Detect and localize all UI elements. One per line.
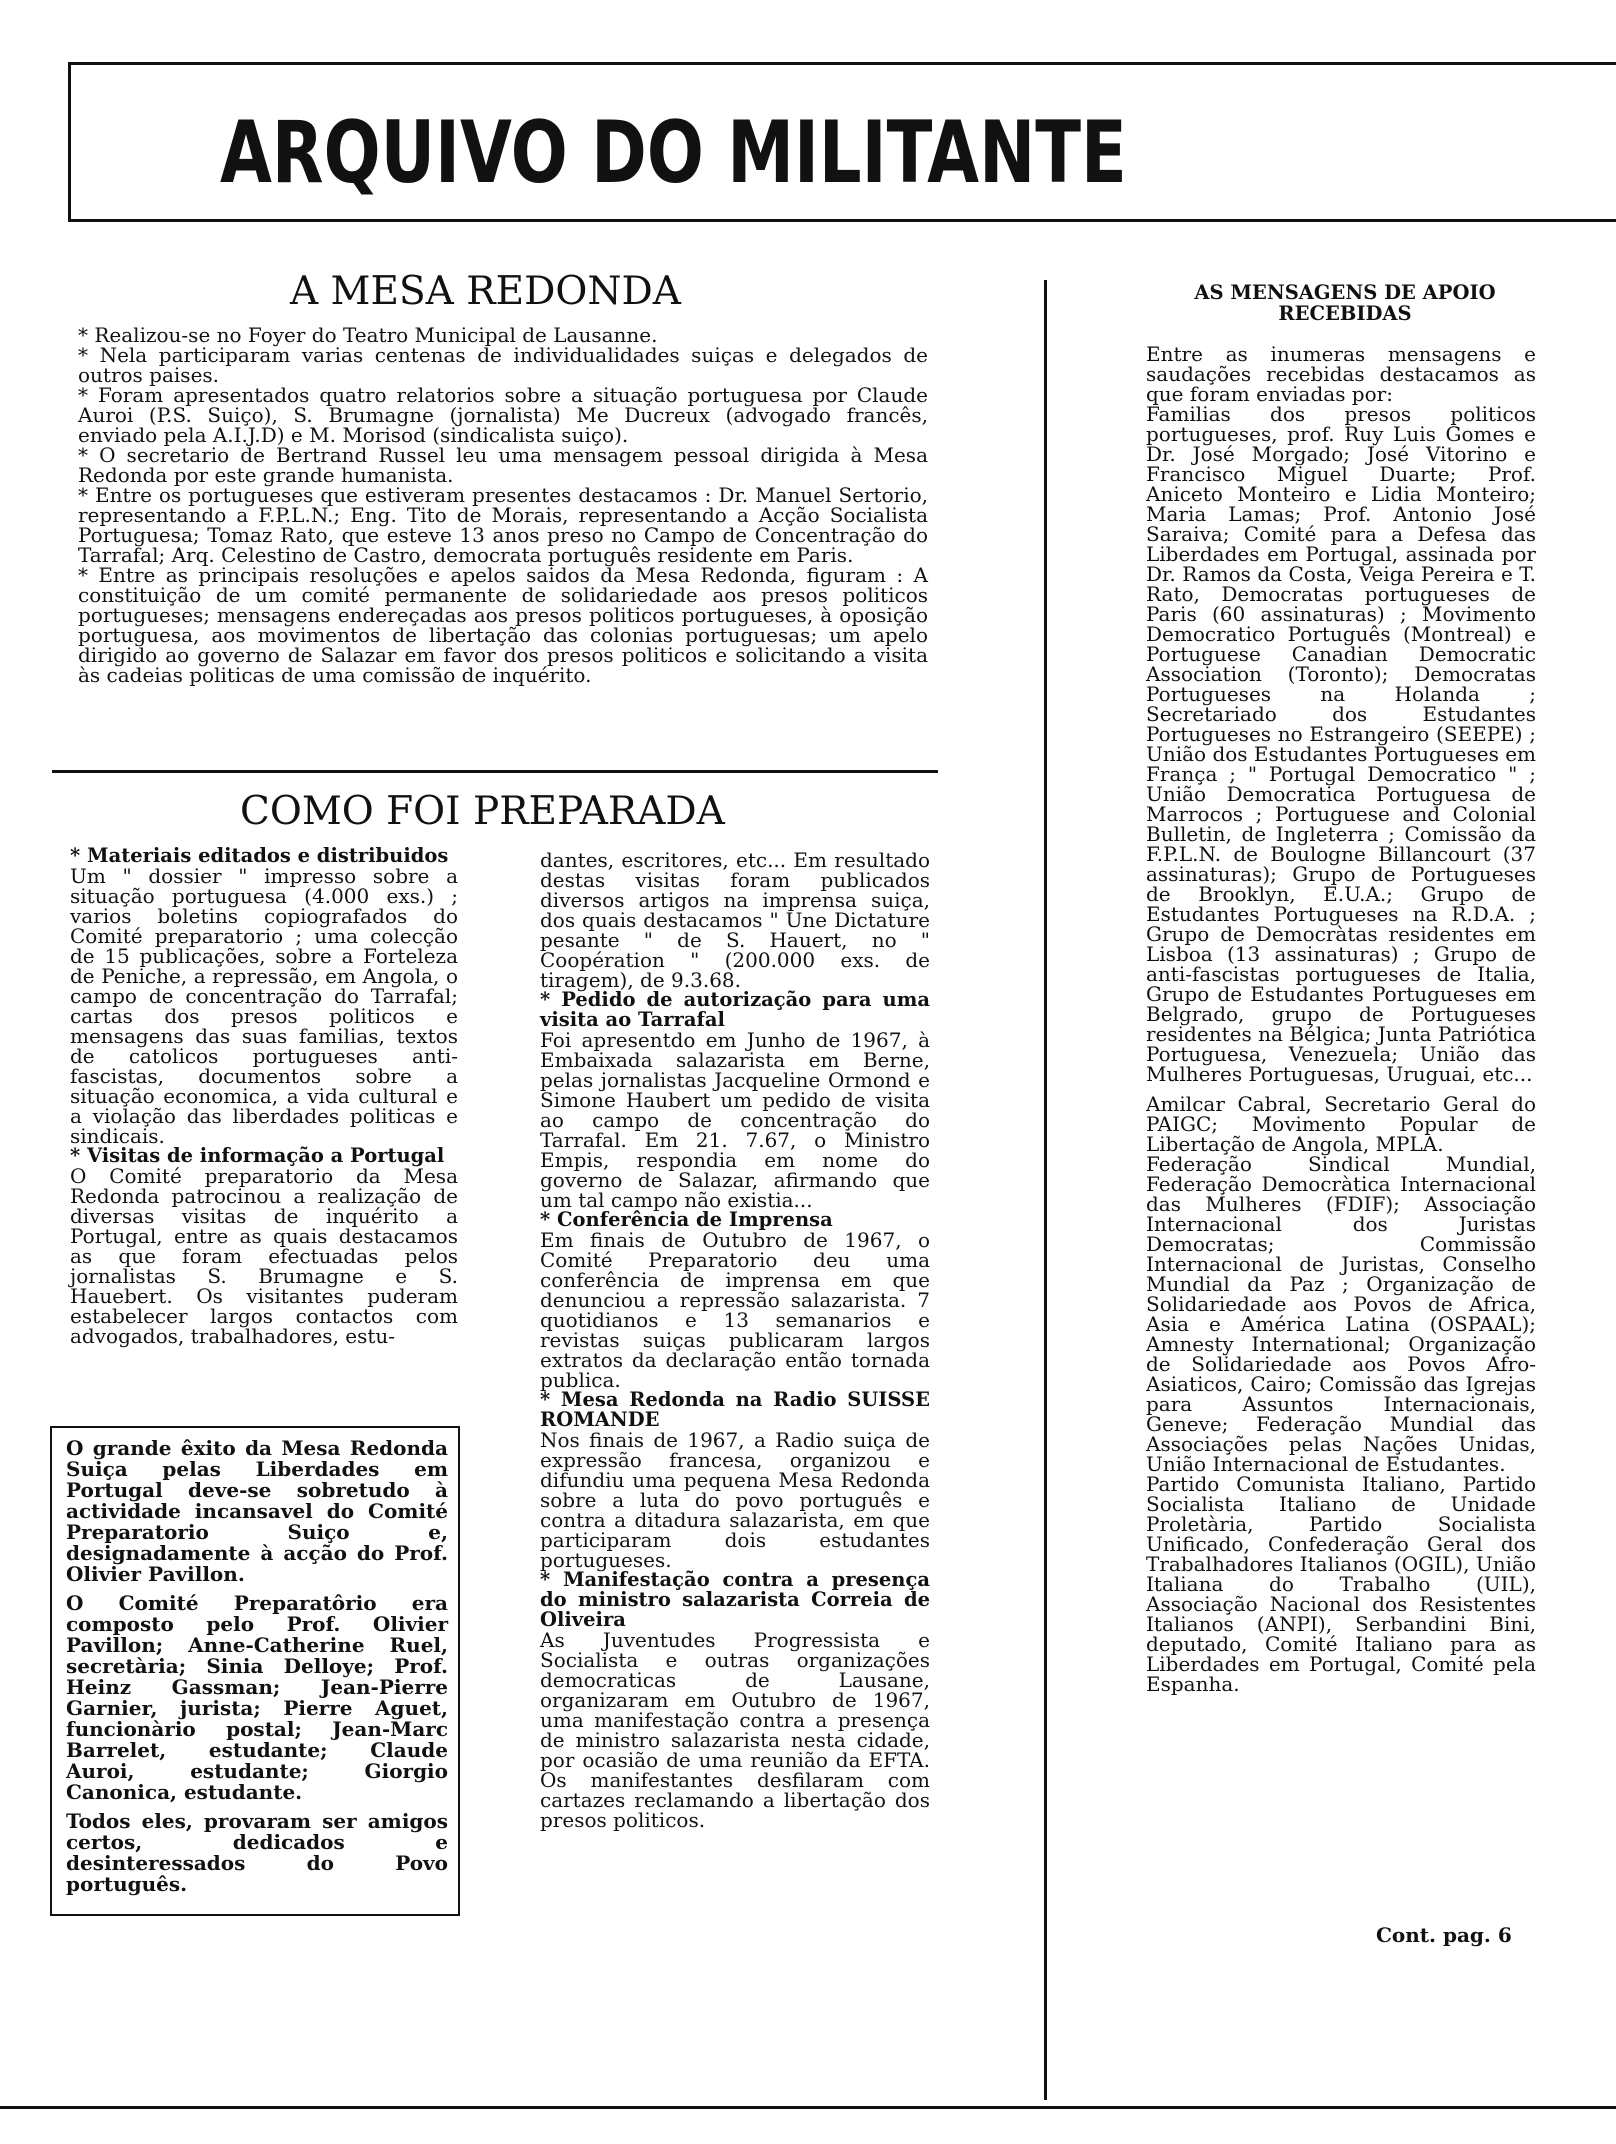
paragraph: Amilcar Cabral, Secretario Geral do PAIGC; Movimento Popular de Libertação de Angola, MPLA.: [1146, 1092, 1536, 1156]
section-heading-como-foi-preparada: COMO FOI PREPARADA: [240, 789, 725, 834]
paragraph: Foi apresentdo em Junho de 1967, à Embaixada salazarista em Berne, pelas jornalistas Jacqueline Ormond e Simone Haubert um pedido de visita ao campo de concentração do Tarrafal. Em 21. 7.67, o Ministro Empis, respondia em nome do governo de Salazar, afirmando que um tal campo não existia...: [540, 1028, 930, 1212]
paragraph: Entre as inumeras mensagens e saudações recebidas destacamos as que foram enviadas por:: [1146, 342, 1536, 406]
paragraph: * O secretario de Bertrand Russel leu uma mensagem pessoal dirigida à Mesa Redonda por este grande humanista.: [78, 443, 928, 487]
box-paragraph: O grande êxito da Mesa Redonda Suiça pelas Liberdades em Portugal deve-se sobretudo à actividade incansavel do Comité Preparatorio Suiço e, designadamente à acção do Prof. Olivier Pavillon.: [66, 1436, 448, 1586]
subheading: * Conferência de Imprensa: [540, 1208, 833, 1231]
paragraph: O Comité preparatorio da Mesa Redonda patrocinou a realização de diversas visitas de inquérito a Portugal, entre as quais destacamos as que foram efectuadas pelos jornalistas S. Brumagne e S. Hauebert. Os visitantes puderam estabelecer largos contactos com advogados, trabalhadores, estu-: [70, 1164, 458, 1348]
bottom-rule: [0, 2106, 1616, 2109]
section-divider: [52, 770, 938, 773]
subheading: * Visitas de informação a Portugal: [70, 1144, 445, 1167]
paragraph: * Nela participaram varias centenas de individualidades suiças e delegados de outros paises.: [78, 343, 928, 387]
paragraph: Nos finais de 1967, a Radio suiça de expressão francesa, organizou e difundiu uma pequena Mesa Redonda sobre a luta do povo português e contra a ditadura salazarista, em que participaram dois estudantes portugueses.: [540, 1428, 930, 1572]
continued-note: Cont. pag. 6: [1376, 1923, 1512, 1947]
preparada-column-2: [540, 850, 930, 1830]
column-divider: [1044, 280, 1047, 2100]
paragraph: Familias dos presos politicos portugueses, prof. Ruy Luis Gomes e Dr. José Morgado; José Vitorino e Francisco Miguel Duarte; Prof. Aniceto Monteiro e Lidia Monteiro; Maria Lamas; Prof. Antonio José Saraiva; Comité para a Defesa das Liberdades em Portugal, assinada por Dr. Ramos da Costa, Veiga Pereira e T. Rato, Democratas portugueses de Paris (60 assinaturas) ; Movimento Democratico Português (Montreal) e Portuguese Canadian Democratic Association (Toronto); Democratas Portugueses na Holanda ; Secretariado dos Estudantes Portugueses no Estrangeiro (SEEPE) ; União dos Estudantes Portugueses em França ; " Portugal Democratico " ; União Democratica Portuguesa de Marrocos ; Portuguese and Colonial Bulletin, de Ingleterra ; Comissão da F.P.L.N. de Boulogne Billancourt (37 assinaturas); Grupo de Portugueses de Brooklyn, E.U.A.; Grupo de Estudantes Portugueses na R.D.A. ; Grupo de Democràtas residentes em Lisboa (13 assinaturas) ; Grupo de anti-fascistas portugueses de Italia, Grupo de Estudantes Portugueses em Belgrado, grupo de Portugueses residentes na Bélgica; Junta Patriótica Portuguesa, Venezuela; União das Mulheres Portuguesas, Uruguai, etc...: [1146, 402, 1537, 1086]
paragraph: dantes, escritores, etc... Em resultado destas visitas foram publicados diversos artigos na imprensa suiça, dos quais destacamos " Une Dictature pesante " de S. Hauert, no " Coopération " (200.000 exs. de tiragem), de 9.3.68.: [540, 848, 930, 992]
paragraph: Federação Sindical Mundial, Federação Democràtica Internacional das Mulheres (FDIF); Associação Internacional dos Juristas Democratas; Commissão Internacional de Juristas, Conselho Mundial da Paz ; Organização de Solidariedade aos Povos de Africa, Asia e América Latina (OSPAAL); Amnesty International; Organização de Solidariedade aos Povos Afro-Asiaticos, Cairo; Comissão das Igrejas para Assuntos Internacionais, Geneve; Federação Mundial das Associações pelas Nações Unidas, União Internacional de Estudantes.: [1146, 1152, 1536, 1476]
preparada-column-1: [70, 846, 458, 1346]
section-heading-mesa-redonda: A MESA REDONDA: [290, 269, 681, 314]
subheading: * Materiais editados e distribuidos: [70, 844, 449, 867]
paragraph: * Entre os portugueses que estiveram presentes destacamos : Dr. Manuel Sertorio, representando a F.P.L.N.; Eng. Tito de Morais, representando a Acção Socialista Portuguesa; Tomaz Rato, que esteve 13 anos preso no Campo de Concentração do Tarrafal; Arq. Celestino de Castro, democrata português residente em Paris.: [78, 483, 928, 567]
paragraph: Em finais de Outubro de 1967, o Comité Preparatorio deu uma conferência de imprensa em que denunciou a repressão salazarista. 7 quotidianos e 13 semanarios e revistas suiças publicaram largos extratos da declaração então tornada publica.: [540, 1228, 930, 1392]
box-paragraph: O Comité Preparatôrio era composto pelo Prof. Olivier Pavillon; Anne-Catherine Ruel, secretària; Sinia Delloye; Prof. Heinz Gassman; Jean-Pierre Garnier, jurista; Pierre Aguet, funcionàrio postal; Jean-Marc Barrelet, estudante; Claude Auroi, estudante; Giorgio Canonica, estudante.: [66, 1591, 448, 1804]
paragraph: * Entre as principais resoluções e apelos saidos da Mesa Redonda, figuram : A constituição de um comité permanente de solidariedade aos presos politicos portugueses; mensagens endereçadas aos presos politicos portugueses, à oposição portuguesa, aos movimentos de libertação das colonias portuguesas; um apelo dirigido ao governo de Salazar em favor dos presos politicos e solicitando a visita às cadeias politicas de uma comissão de inquérito.: [78, 563, 928, 687]
header-bottom-rule: [68, 219, 1616, 222]
subheading: * Manifestação contra a presença do ministro salazarista Correia de Oliveira: [540, 1568, 930, 1631]
comite-preparatorio-box: [50, 1426, 460, 1916]
header-left-rule: [68, 62, 71, 222]
box-paragraph: Todos eles, provaram ser amigos certos, dedicados e desinteressados do Povo português.: [66, 1809, 448, 1896]
paragraph: * Realizou-se no Foyer do Teatro Municipal de Lausanne.: [78, 323, 658, 347]
section-heading-mensagens: AS MENSAGENS DE APOIO RECEBIDAS: [1194, 281, 1496, 325]
subheading: * Pedido de autorização para uma visita ao Tarrafal: [540, 988, 930, 1031]
paragraph: * Foram apresentados quatro relatorios sobre a situação portuguesa por Claude Auroi (P.S. Suiço), S. Brumagne (jornalista) Me Ducreux (advogado francês, enviado pela A.I.J.D) e M. Morisod (sindicalista suiço).: [78, 383, 928, 447]
section-mesa-redonda-body: [78, 325, 928, 685]
paragraph: Partido Comunista Italiano, Partido Socialista Italiano de Unidade Proletària, Partido Socialista Unificado, Confederação Geral dos Trabalhadores Italianos (OGIL), União Italiana do Trabalho (UIL), Associação Nacional dos Resistentes Italianos (ANPI), Serbandini Bini, deputado, Comité Italiano para as Liberdades em Portugal, Comité pela Espanha.: [1146, 1472, 1536, 1696]
paragraph: Um " dossier " impresso sobre a situação portuguesa (4.000 exs.) ; varios boletins copiografados do Comité preparatorio ; uma colecção de 15 publicações, sobre a Forteleza de Peniche, a repressão, em Angola, o campo de concentração do Tarrafal; cartas dos presos politicos e mensagens das suas familias, textos de catolicos portugueses anti-fascistas, documentos sobre a situação economica, a vida cultural e a violação das liberdades politicas e sindicais.: [70, 864, 458, 1148]
page-title: ARQUIVO DO MILITANTE: [220, 103, 1127, 203]
header-top-rule: [68, 62, 1616, 65]
paragraph: As Juventudes Progressista e Socialista e outras organizações democraticas de Lausane, organizaram em Outubro de 1967, uma manifestação contra a presença de ministro salazarista nesta cidade, por ocasião de uma reunião da EFTA. Os manifestantes desfilaram com cartazes reclamando a libertação dos presos politicos.: [540, 1628, 930, 1832]
mensagens-body: [1146, 344, 1536, 1694]
subheading: * Mesa Redonda na Radio SUISSE ROMANDE: [540, 1388, 930, 1431]
